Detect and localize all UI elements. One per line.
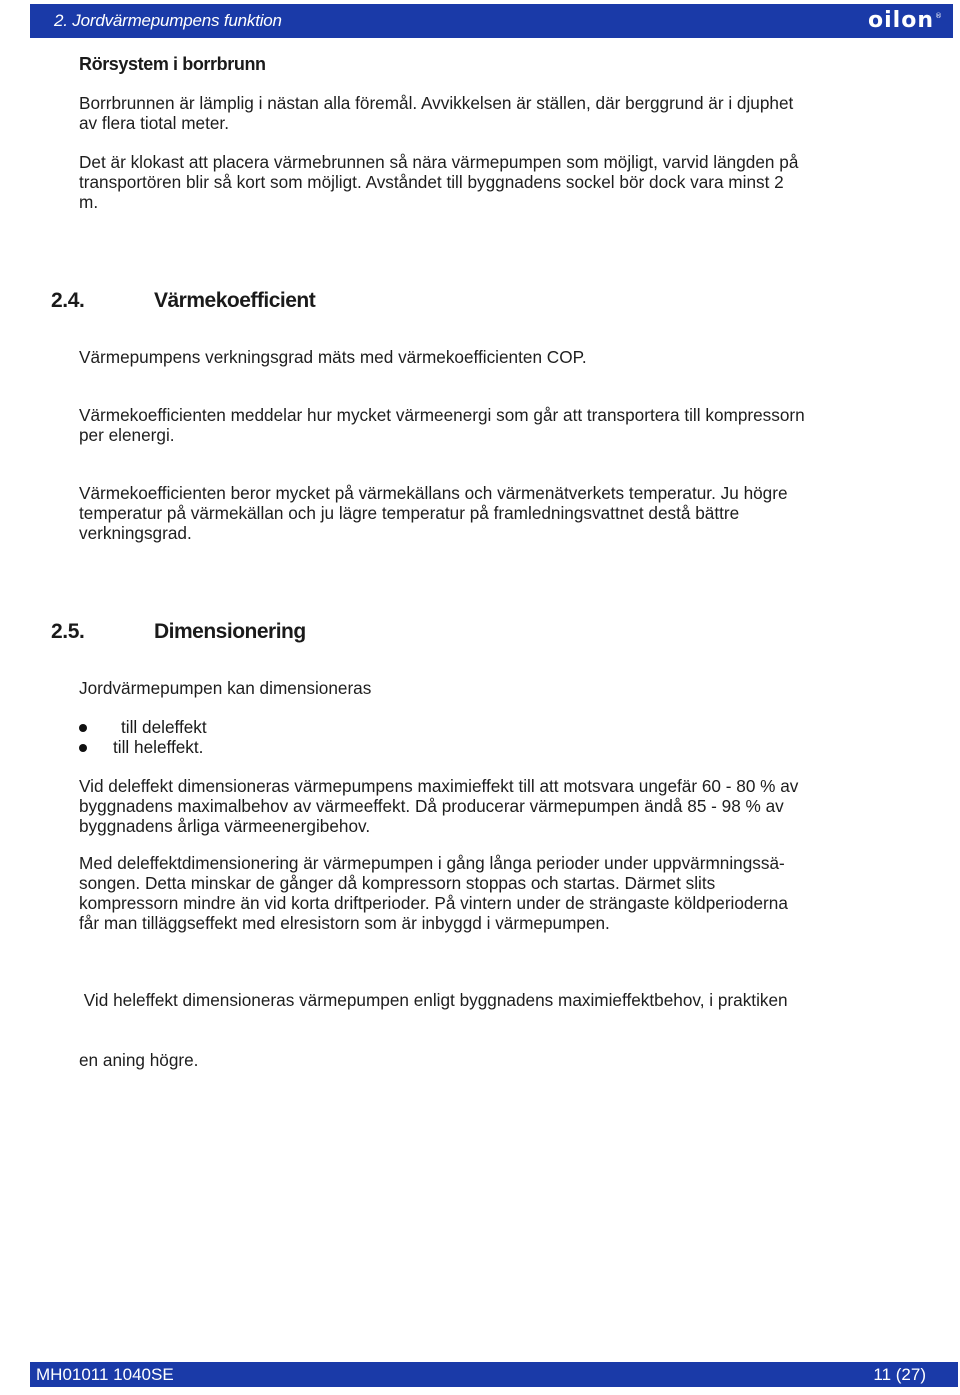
page-header <box>30 4 953 38</box>
section-title: Dimensionering <box>154 620 306 643</box>
paragraph-dim-intro <box>79 678 889 698</box>
section-number: 2.5. <box>51 620 85 643</box>
header-title: 2. Jordvärmepumpens funktion <box>54 11 282 30</box>
text-line: songen. Detta minskar de gånger då kompressorn stoppas och startas. Därmet slits <box>79 873 716 893</box>
paragraph-cop <box>79 347 889 367</box>
section-number: 2.4. <box>51 289 85 312</box>
paragraph-cop-2 <box>79 405 889 445</box>
text-line: transportören blir så kort som möjligt. Avståndet till byggnadens sockel bör dock vara minst 2 <box>79 172 784 192</box>
text-line: Jordvärmepumpen kan dimensioneras <box>79 678 372 698</box>
text-line: verkningsgrad. <box>79 523 192 543</box>
text-line: byggnadens maximalbehov av värmeeffekt. Då producerar värmepumpen ändå 85 - 98 % av <box>79 796 784 816</box>
bullet-icon <box>79 724 87 732</box>
oilon-logo <box>868 8 943 33</box>
text-line: av flera tiotal meter. <box>79 113 229 133</box>
text-line: byggnadens årliga värmeenergibehov. <box>79 816 371 836</box>
text-line: Det är klokast att placera värmebrunnen så nära värmepumpen som möjligt, varvid längden på <box>79 152 799 172</box>
text-line: per elenergi. <box>79 425 175 445</box>
text-line: Vid deleffekt dimensioneras värmepumpens maximieffekt till att motsvara ungefär 60 - 80 % av <box>79 776 799 796</box>
paragraph-cop-3 <box>79 483 889 543</box>
text-line: kompressorn mindre än vid korta driftperioder. På vintern under de strängaste köldperioderna <box>79 893 788 913</box>
text-line: en aning högre. <box>79 1050 199 1070</box>
text-line: Värmekoefficienten beror mycket på värmekällans och värmenätverkets temperatur. Ju högre <box>79 483 788 503</box>
paragraph-borrbrunn-1 <box>79 93 889 133</box>
text-line: Vid heleffekt dimensioneras värmepumpen enligt byggnadens maximieffektbehov, i praktiken <box>79 990 788 1010</box>
subsection-heading: Rörsystem i borrbrunn <box>79 54 266 74</box>
text-line: Värmepumpens verkningsgrad mäts med värmekoefficienten COP. <box>79 347 587 367</box>
document-id: MH01011 1040SE <box>36 1365 174 1384</box>
section-title: Värmekoefficient <box>154 289 316 312</box>
paragraph-dim-2 <box>79 853 889 933</box>
page-footer <box>30 1362 958 1387</box>
page-number: 11 (27) <box>873 1365 926 1384</box>
bullet-text: till deleffekt <box>121 717 207 737</box>
paragraph-dim-1 <box>79 776 889 836</box>
registered-mark: ® <box>935 12 943 20</box>
text-line: m. <box>79 192 99 212</box>
text-line: Värmekoefficienten meddelar hur mycket värmeenergi som går att transportera till kompressorn <box>79 405 805 425</box>
paragraph-dim-3 <box>79 950 889 1090</box>
bullet-text: till heleffekt. <box>113 737 204 757</box>
bullet-icon <box>79 744 87 752</box>
logo-text: oilon <box>868 8 934 33</box>
text-line: Borrbrunnen är lämplig i nästan alla föremål. Avvikkelsen är ställen, där berggrund är i djuphet <box>79 93 794 113</box>
text-line: får man tilläggseffekt med elresistorn som är inbyggd i värmepumpen. <box>79 913 610 933</box>
paragraph-borrbrunn-2 <box>79 152 889 212</box>
text-line: temperatur på värmekällan och ju lägre temperatur på framledningsvattnet destå bättre <box>79 503 740 523</box>
text-line: Med deleffektdimensionering är värmepumpen i gång långa perioder under uppvärmningssä- <box>79 853 785 873</box>
